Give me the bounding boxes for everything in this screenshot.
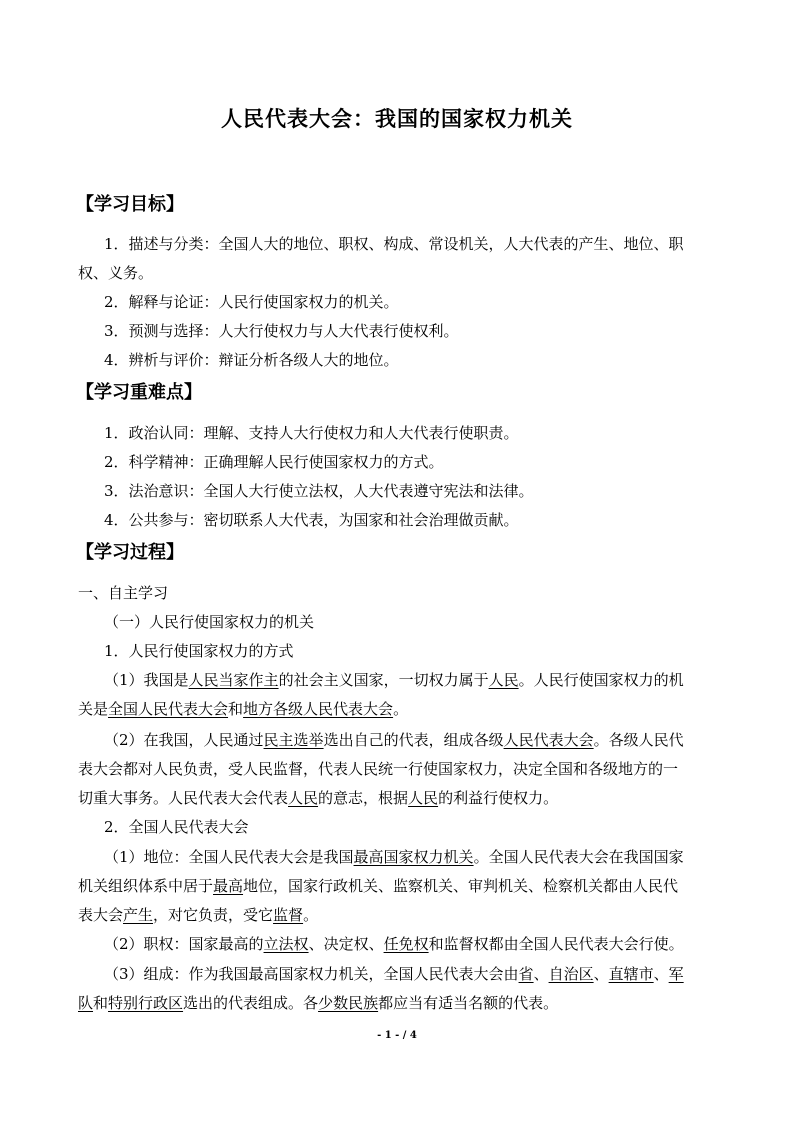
underlined-term: 人民当家作主 (188, 671, 279, 689)
goal-item: 2．解释与论证：人民行使国家权力的机关。 (104, 293, 399, 311)
underlined-term: 省 (518, 965, 534, 983)
key-item: 4．公共参与：密切联系人大代表，为国家和社会治理做贡献。 (104, 511, 519, 529)
paragraph-line: 队和特别行政区选出的代表组成。各少数民族都应当有适当名额的代表。 (78, 994, 559, 1012)
paragraph-line: （1）地位：全国人民代表大会是我国最高国家权力机关。全国人民代表大会在我国国家 (104, 848, 684, 866)
underlined-term: 特别行政区 (108, 994, 184, 1012)
underlined-term: 产生 (123, 906, 154, 924)
underlined-term: 人民代表大会 (503, 731, 594, 749)
underlined-term: 立法权 (263, 935, 309, 953)
paragraph-line: （2）在我国，人民通过民主选举选出自己的代表，组成各级人民代表大会。各级人民代 (104, 731, 684, 749)
page-title: 人民代表大会：我国的国家权力机关 (221, 107, 573, 131)
sub-heading: （一）人民行使国家权力的机关 (104, 613, 315, 631)
underlined-term: 队 (78, 994, 94, 1012)
paragraph-line: 表大会都对人民负责，受人民监督，代表人民统一行使国家权力，决定全国和各级地方的一 (78, 760, 679, 778)
underlined-term: 最高国家权力机关 (353, 848, 474, 866)
section-heading-process: 【学习过程】 (76, 542, 184, 563)
page-number: - 1 - / 4 (377, 1030, 417, 1041)
goal-item: 4．辨析与评价：辩证分析各级人大的地位。 (104, 351, 399, 369)
section-heading-key: 【学习重难点】 (76, 382, 202, 403)
key-item: 1．政治认同：理解、支持人大行使权力和人大代表行使职责。 (104, 424, 519, 442)
underlined-term: 最高 (213, 877, 244, 895)
underlined-term: 任免权 (383, 935, 429, 953)
key-item: 3．法治意识：全国人大行使立法权，人大代表遵守宪法和法律。 (104, 482, 534, 500)
underlined-term: 军 (668, 965, 684, 983)
underlined-term: 人民 (288, 789, 319, 807)
paragraph-line: 关是全国人民代表大会和地方各级人民代表大会。 (78, 700, 409, 718)
paragraph-line: （1）我国是人民当家作主的社会主义国家，一切权力属于人民。人民行使国家权力的机 (104, 671, 684, 689)
underlined-term: 直辖市 (608, 965, 654, 983)
key-item: 2．科学精神：正确理解人民行使国家权力的方式。 (104, 453, 444, 471)
underlined-term: 人民 (408, 789, 439, 807)
section-heading-goals: 【学习目标】 (76, 194, 184, 215)
underlined-term: 地方各级人民代表大会 (243, 700, 394, 718)
paragraph-line: （2）职权：国家最高的立法权、决定权、任免权和监督权都由全国人民代表大会行使。 (104, 935, 684, 953)
item-heading: 2．全国人民代表大会 (104, 818, 249, 836)
paragraph-line: 切重大事务。人民代表大会代表人民的意志，根据人民的利益行使权力。 (78, 789, 559, 807)
underlined-term: 少数民族 (318, 994, 379, 1012)
paragraph-line: （3）组成：作为我国最高国家权力机关，全国人民代表大会由省、自治区、直辖市、军 (104, 965, 684, 983)
underlined-term: 人民 (488, 671, 519, 689)
goal-item: 权、义务。 (78, 264, 154, 282)
underlined-term: 全国人民代表大会 (108, 700, 229, 718)
goal-item: 3．预测与选择：人大行使权力与人大代表行使权利。 (104, 322, 459, 340)
underlined-term: 自治区 (548, 965, 594, 983)
underlined-term: 监督 (273, 906, 304, 924)
goal-item: 1．描述与分类：全国人大的地位、职权、构成、常设机关，人大代表的产生、地位、职 (104, 235, 684, 253)
item-heading: 1．人民行使国家权力的方式 (104, 642, 294, 660)
paragraph-line: 机关组织体系中居于最高地位，国家行政机关、监察机关、审判机关、检察机关都由人民代 (78, 877, 679, 895)
paragraph-line: 表大会产生，对它负责，受它监督。 (78, 906, 319, 924)
part-heading: 一、自主学习 (78, 584, 169, 602)
underlined-term: 民主选举 (263, 731, 324, 749)
